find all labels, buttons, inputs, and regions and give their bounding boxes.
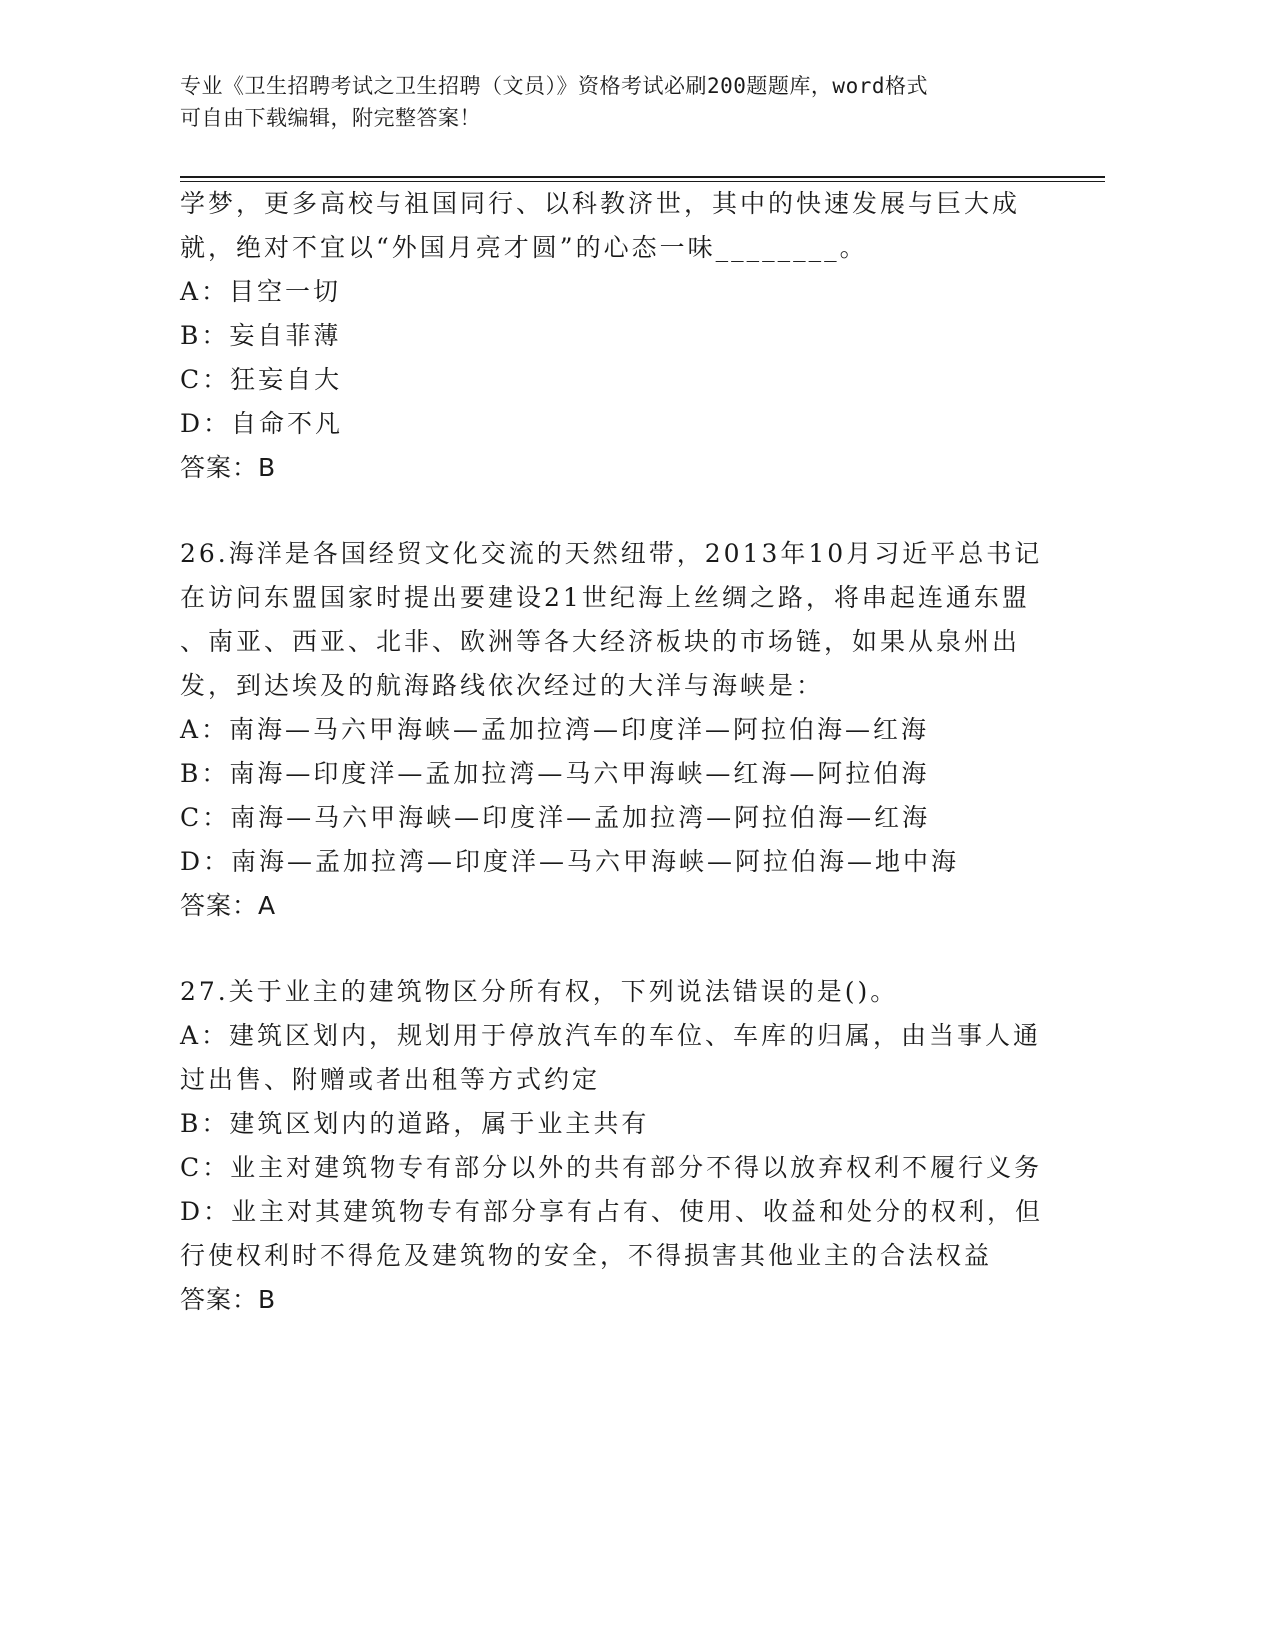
answer-line: 答案：B — [180, 1285, 277, 1314]
option-c: C：南海—马六甲海峡—印度洋—孟加拉湾—阿拉伯海—红海 — [180, 803, 931, 832]
option-c: C：狂妄自大 — [180, 365, 343, 394]
question-stem-line: 在访问东盟国家时提出要建设21世纪海上丝绸之路，将串起连通东盟 — [180, 583, 1030, 612]
question-stem-line: 、南亚、西亚、北非、欧洲等各大经济板块的市场链，如果从泉州出 — [180, 627, 1021, 656]
option-d: D：业主对其建筑物专有部分享有占有、使用、收益和处分的权利，但 — [180, 1197, 1044, 1226]
spacer — [180, 928, 1050, 970]
option-a: A：目空一切 — [180, 277, 342, 306]
option-a-continued: 过出售、附赠或者出租等方式约定 — [180, 1065, 601, 1094]
option-d: D：自命不凡 — [180, 409, 344, 438]
header-rule-thick — [180, 176, 1105, 178]
page-header — [180, 70, 1100, 134]
answer-line: 答案：A — [180, 891, 277, 920]
header-line-2: 可自由下载编辑，附完整答案！ — [180, 106, 481, 130]
question-stem-line: 发，到达埃及的航海路线依次经过的大洋与海峡是： — [180, 671, 825, 700]
option-d-continued: 行使权利时不得危及建筑物的安全，不得损害其他业主的合法权益 — [180, 1241, 993, 1270]
option-b: B：妄自菲薄 — [180, 321, 342, 350]
question-25 — [180, 182, 1050, 490]
option-a: A：建筑区划内，规划用于停放汽车的车位、车库的归属，由当事人通 — [180, 1021, 1042, 1050]
question-stem-line: 26.海洋是各国经贸文化交流的天然纽带，2013年10月习近平总书记 — [180, 539, 1043, 568]
option-b: B：建筑区划内的道路，属于业主共有 — [180, 1109, 650, 1138]
question-stem-line: 学梦，更多高校与祖国同行、以科教济世，其中的快速发展与巨大成 — [180, 189, 1021, 218]
answer-line: 答案：B — [180, 453, 277, 482]
question-26 — [180, 532, 1050, 928]
question-27 — [180, 970, 1050, 1322]
spacer — [180, 490, 1050, 532]
option-a: A：南海—马六甲海峡—孟加拉湾—印度洋—阿拉伯海—红海 — [180, 715, 930, 744]
option-d: D：南海—孟加拉湾—印度洋—马六甲海峡—阿拉伯海—地中海 — [180, 847, 960, 876]
document-body — [180, 182, 1050, 1322]
option-b: B：南海—印度洋—孟加拉湾—马六甲海峡—红海—阿拉伯海 — [180, 759, 930, 788]
header-line-1: 专业《卫生招聘考试之卫生招聘（文员）》资格考试必刷200题题库，word格式 — [180, 74, 928, 98]
question-stem-line: 就，绝对不宜以“外国月亮才圆”的心态一味________。 — [180, 233, 868, 262]
option-c: C：业主对建筑物专有部分以外的共有部分不得以放弃权利不履行义务 — [180, 1153, 1043, 1182]
question-stem-line: 27.关于业主的建筑物区分所有权，下列说法错误的是()。 — [180, 977, 899, 1006]
